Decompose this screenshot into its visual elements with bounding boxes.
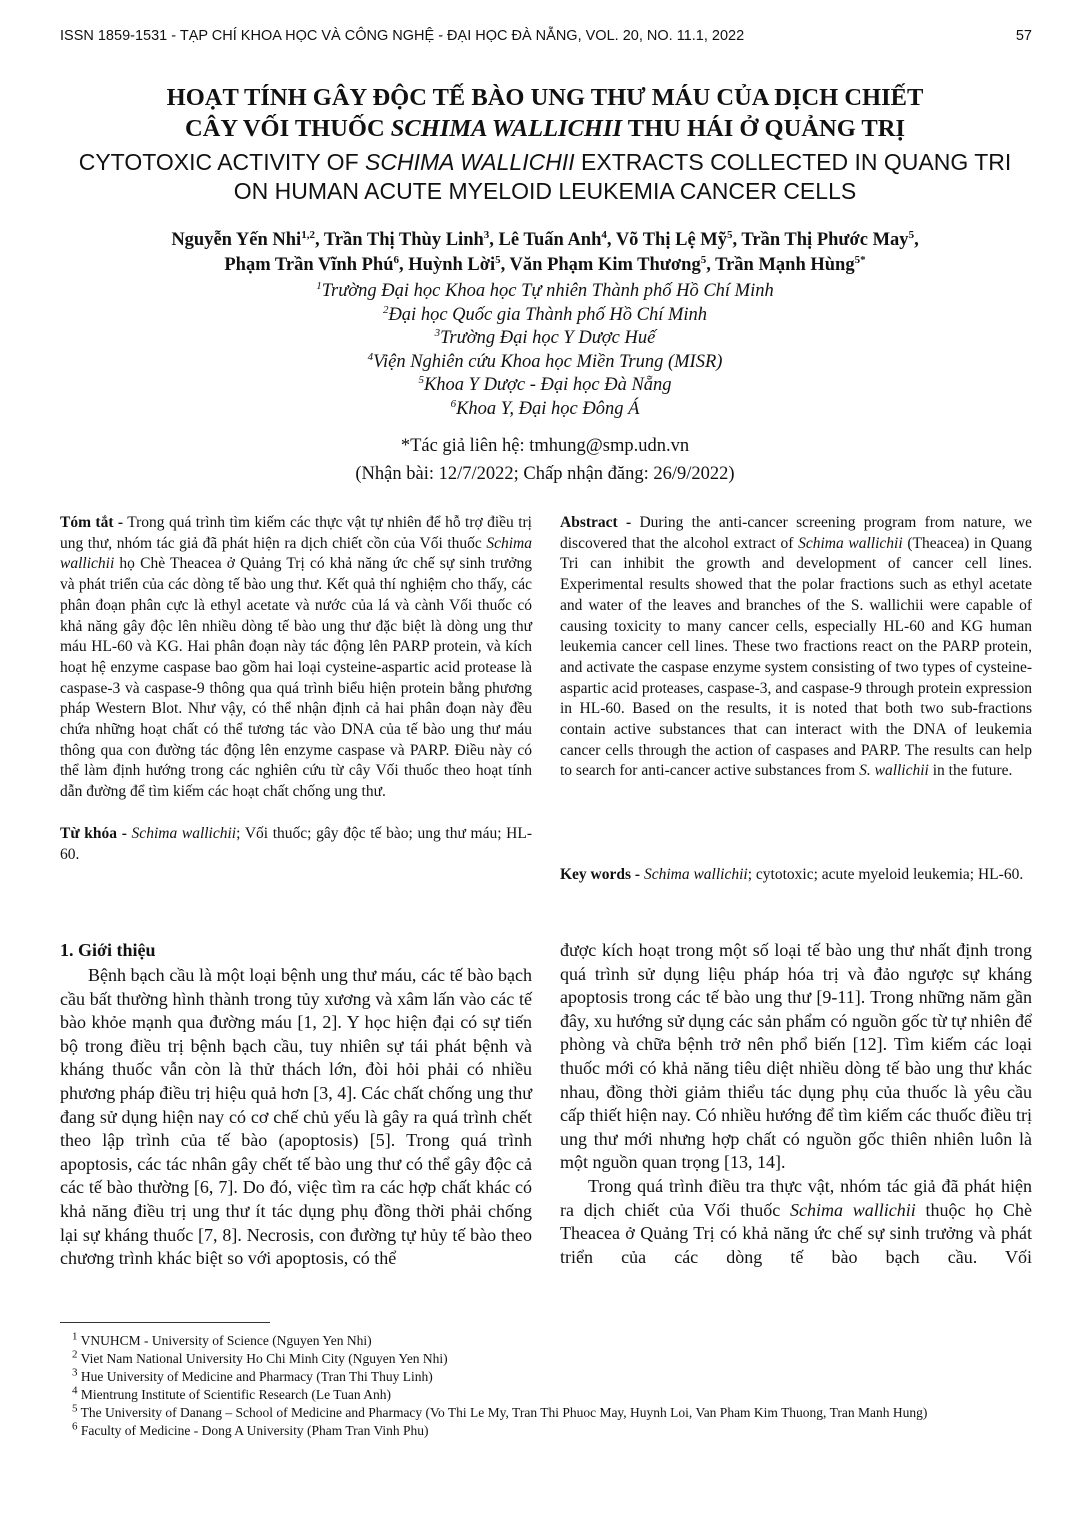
footnote: $^6$ Faculty of Medicine - Dong A University (Pham Tran Vinh Phu) xyxy=(72,1420,429,1438)
footnote: $^3$ Hue University of Medicine and Pharmacy (Tran Thi Thuy Linh) xyxy=(72,1366,433,1384)
page-number: 57 xyxy=(1015,28,1032,44)
abstract-vi-text: Tóm tắt - Trong quá trình tìm kiếm các thực vật tự nhiên để hỗ trợ điều trị ung thư, nhóm tác giả đã phát hiện ra dịch chiết cồn của Vối thuốc Schima wallichii họ Chè Theacea ở Quảng Trị có khả năng ức chế sự sinh trưởng và phát triển của các dòng tế bào ung thư. Kết quả thí nghiệm cho thấy, các phân đoạn phân cực là ethyl acetate và nước của lá và cành Vối thuốc có khả năng gây độc lên nhiều dòng tế bào ung thư đặc biệt là dòng ung thư máu HL-60 và KG. Hai phân đoạn này tác động lên PARP protein, và kích hoạt hệ enzyme caspase bao gồm hai loại cysteine-aspartic acid protease là caspase-3 và caspase-9 thông qua quá trình biểu hiện protein bằng phương pháp Western Blot. Như vậy, có thể nhận định cả hai phân đoạn này đều chứa những hoạt chất có thể tương tác vào DNA của tế bào ung thư máu thông qua con đường tác động lên enzyme caspase và PARP. Điều này có thể làm định hướng trong các nghiên cứu từ cây Vối thuốc theo hoạt tính dẫn đường để tìm kiếm các hoạt chất chống ung thư. xyxy=(60,514,532,801)
author: Văn Phạm Kim Thương$^5$, xyxy=(509,253,716,275)
title-en-text: CYTOTOXIC ACTIVITY OF xyxy=(78,149,366,175)
affiliation: $^1$Trường Đại học Khoa học Tự nhiên Thành phố Hồ Chí Minh xyxy=(316,279,774,301)
affiliations xyxy=(40,280,1050,421)
journal-info: ISSN 1859-1531 - TẠP CHÍ KHOA HỌC VÀ CÔNG NGHỆ - ĐẠI HỌC ĐÀ NẴNG, VOL. 20, NO. 11.1, 2022 xyxy=(60,28,745,44)
footnote: $^2$ Viet Nam National University Ho Chi Minh City (Nguyen Yen Nhi) xyxy=(72,1348,448,1366)
footnote: $^1$ VNUHCM - University of Science (Nguyen Yen Nhi) xyxy=(72,1330,372,1348)
title-vi-line2 xyxy=(40,113,1050,144)
body-left-column xyxy=(60,938,532,1271)
affiliation: $^3$Trường Đại học Y Dược Huế xyxy=(434,326,656,348)
title-vi-species: SCHIMA WALLICHII xyxy=(390,115,623,142)
body-paragraph: Bệnh bạch cầu là một loại bệnh ung thư máu, các tế bào bạch cầu bất thường hình thành trong tủy xương và xâm lấn vào các tế bào khỏe mạnh qua đường máu [1, 2]. Y học hiện đại có sự tiến bộ trong điều trị bệnh bạch cầu, tuy nhiên sự tái phát bệnh và kháng thuốc vẫn còn là thử thách lớn, đòi hỏi phải có nhiều phương pháp điều trị hiệu quả hơn [3, 4]. Các chất chống ung thư đang sử dụng hiện nay có cơ chế chủ yếu là gây ra quá trình chết theo lập trình của tế bào (apoptosis) [5]. Trong quá trình apoptosis, các tác nhân gây chết tế bào ung thư có thể gây độc cả các tế bào thường [6, 7]. Do đó, việc tìm ra các hợp chất khác có khả năng điều trị ung thư ít tác dụng phụ đồng thời phải chống lại sự kháng thuốc [7, 8]. Necrosis, con đường tự hủy tế bào theo chương trình khác biệt so với apoptosis, có thể xyxy=(60,965,532,1269)
affiliation: $^5$Khoa Y Dược - Đại học Đà Nẵng xyxy=(418,373,672,395)
author: Võ Thị Lệ Mỹ$^5$, xyxy=(615,228,742,250)
running-header xyxy=(60,28,1032,44)
author: Lê Tuấn Anh$^4$, xyxy=(498,228,616,250)
section-heading: 1. Giới thiệu xyxy=(60,940,156,960)
author: Huỳnh Lời$^5$, xyxy=(408,253,510,275)
body-paragraph-continued: được kích hoạt trong một số loại tế bào ung thư nhất định trong quá trình sử dụng liệu pháp hóa trị và đảo ngược sự kháng apoptosis trong các tế bào ung thư [9-11]. Trong những năm gần đây, xu hướng sử dụng các sản phẩm có nguồn gốc từ tự nhiên để phòng và chữa bệnh trở nên phổ biến [12]. Tìm kiếm các loại thuốc mới có khả năng tiêu diệt nhiều dòng tế bào ung thư khác nhau, đồng thời giảm thiểu tác dụng phụ của thuốc là yêu cầu cấp thiết hiện nay. Có nhiều hướng để tìm kiếm các thuốc điều trị ung thư mới nhưng hợp chất có nguồn gốc thiên nhiên luôn là một nguồn quan trọng [13, 14]. xyxy=(560,940,1032,1173)
footnote: $^5$ The University of Danang – School of Medicine and Pharmacy (Vo Thi Le My, Tran Thi Phuoc May, Huynh Loi, Van Pham Kim Thuong, Tran Manh Hung) xyxy=(72,1402,928,1420)
abstract-vietnamese xyxy=(60,513,532,865)
footnote-divider xyxy=(60,1322,270,1323)
correspondence xyxy=(40,432,1050,488)
title-vietnamese xyxy=(40,82,1050,144)
author-line-1 xyxy=(40,228,1050,253)
affiliation: $^6$Khoa Y, Đại học Đông Á xyxy=(450,397,640,419)
title-en-text: EXTRACTS COLLECTED IN QUANG TRI xyxy=(574,149,1012,175)
author-list xyxy=(40,228,1050,278)
footnote: $^4$ Mientrung Institute of Scientific Research (Le Tuan Anh) xyxy=(72,1384,391,1402)
body-right-column xyxy=(560,939,1032,1269)
title-en-line1 xyxy=(40,148,1050,177)
abstract-en-text: Abstract - During the anti-cancer screening program from nature, we discovered that the alcohol extract of Schima wallichii (Theacea) in Quang Tri can inhibit the growth and development of cancer cell lines. Experimental results showed that the polar fractions such as ethyl acetate and water of the leaves and branches of the S. wallichii were capable of causing toxicity to many cancer cells, especially HL-60 and KG human leukemia cancer cell lines. These two fractions react on the PARP protein, and activate the caspase enzyme system consisting of two types of cysteine-aspartic acid proteases, caspase-3, and caspase-9 through protein expression in HL-60. Based on the results, it is noted that both two sub-fractions contain active substances that can interact with the DNA of leukemia cancer cells through the action of caspases and PARP. The results can help to search for anti-cancer active substances from S. wallichii in the future. xyxy=(560,514,1032,780)
body-paragraph: Trong quá trình điều tra thực vật, nhóm tác giả đã phát hiện ra dịch chiết của Vối thuốc Schima wallichii thuộc họ Chè Theacea ở Quảng Trị có khả năng ức chế sự sinh trưởng và phát triển của các dòng tế bào bạch cầu. Vối xyxy=(560,1175,1032,1267)
author-line-2 xyxy=(40,253,1050,278)
title-vi-line1: HOẠT TÍNH GÂY ĐỘC TẾ BÀO UNG THƯ MÁU CỦA DỊCH CHIẾT xyxy=(166,84,924,111)
submission-dates: (Nhận bài: 12/7/2022; Chấp nhận đăng: 26/9/2022) xyxy=(355,464,735,484)
keywords-vi: Từ khóa - Schima wallichii; Vối thuốc; gây độc tế bào; ung thư máu; HL-60. xyxy=(60,824,532,863)
title-en-line2: ON HUMAN ACUTE MYELOID LEUKEMIA CANCER CELLS xyxy=(233,178,857,204)
affiliation: $^4$Viện Nghiên cứu Khoa học Miền Trung (MISR) xyxy=(367,350,723,372)
title-en-species: SCHIMA WALLICHII xyxy=(365,149,575,175)
abstract-english xyxy=(560,513,1032,883)
author: Trần Mạnh Hùng$^{5*}$ xyxy=(715,253,866,275)
title-vi-text: CÂY VỐI THUỐC xyxy=(185,115,391,142)
author: Phạm Trần Vĩnh Phú$^6$, xyxy=(224,253,409,275)
affiliation: $^2$Đại học Quốc gia Thành phố Hồ Chí Minh xyxy=(382,303,708,325)
author: Nguyễn Yến Nhi$^{1,2}$, xyxy=(171,228,324,250)
title-vi-text: THU HÁI Ở QUẢNG TRỊ xyxy=(622,115,905,142)
footnotes xyxy=(60,1332,1032,1440)
contact-email: *Tác giả liên hệ: tmhung@smp.udn.vn xyxy=(400,436,690,456)
author: Trần Thị Thùy Linh$^3$, xyxy=(323,228,499,250)
title-english xyxy=(40,148,1050,206)
keywords-en: Key words - Schima wallichii; cytotoxic; acute myeloid leukemia; HL-60. xyxy=(560,866,1024,883)
author: Trần Thị Phước May$^5$, xyxy=(741,228,919,250)
